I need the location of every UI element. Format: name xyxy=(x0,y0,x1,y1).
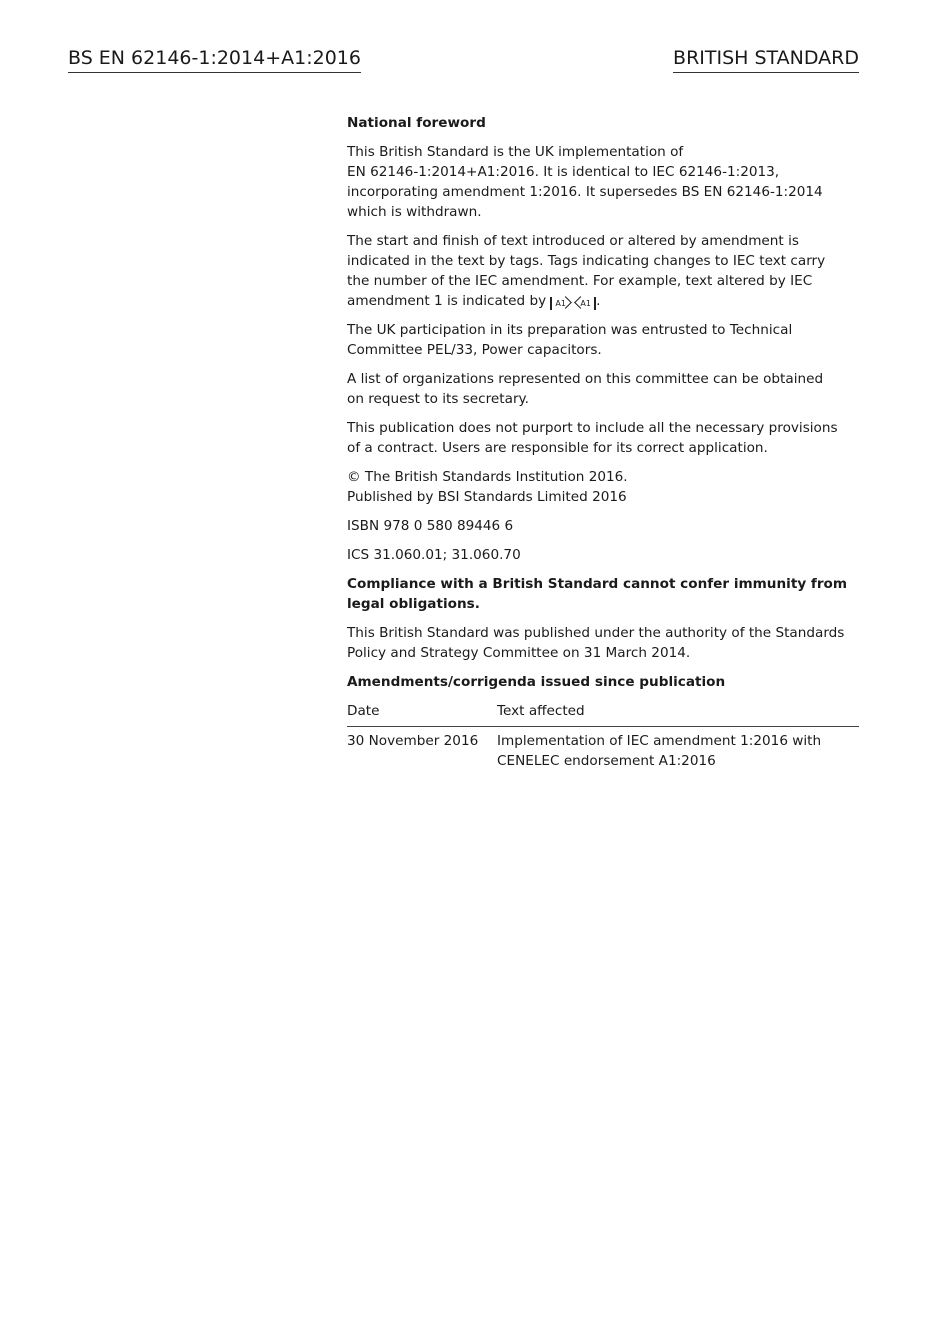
text-line: amendment 1 is indicated by xyxy=(347,293,547,309)
text-line: on request to its secretary. xyxy=(347,391,529,407)
text-line: A list of organizations represented on this committee can be obtained xyxy=(347,371,824,387)
text-line: Implementation of IEC amendment 1:2016 with xyxy=(497,733,822,749)
text-line: incorporating amendment 1:2016. It supersedes BS EN 62146-1:2014 xyxy=(347,184,823,200)
text-line: The start and finish of text introduced or altered by amendment is xyxy=(347,233,799,249)
text-line: This British Standard is the UK implementation of xyxy=(347,144,684,160)
header-document-number: BS EN 62146-1:2014+A1:2016 xyxy=(68,46,361,73)
text-line: indicated in the text by tags. Tags indicating changes to IEC text carry xyxy=(347,253,826,269)
publication-authority xyxy=(347,623,859,663)
text-line: Policy and Strategy Committee on 31 March 2014. xyxy=(347,645,691,661)
text-line: This British Standard was published under the authority of the Standards xyxy=(347,625,845,641)
text-line: Committee PEL/33, Power capacitors. xyxy=(347,342,602,358)
ics-codes: ICS 31.060.01; 31.060.70 xyxy=(347,547,521,563)
text-line: This publication does not purport to include all the necessary provisions xyxy=(347,420,838,436)
header-standard-type: BRITISH STANDARD xyxy=(673,46,859,73)
text-line: © The British Standards Institution 2016. xyxy=(347,469,628,485)
amendment-text-affected xyxy=(497,727,859,778)
copyright-notice xyxy=(347,467,859,507)
text-line: legal obligations. xyxy=(347,596,480,612)
amendment-open-tag-icon: A1 xyxy=(550,297,569,310)
text-line: which is withdrawn. xyxy=(347,204,482,220)
amendment-date: 30 November 2016 xyxy=(347,733,479,749)
text-line: CENELEC endorsement A1:2016 xyxy=(497,753,716,769)
table-row xyxy=(347,727,859,778)
compliance-statement xyxy=(347,574,859,614)
column-header-date: Date xyxy=(347,701,497,727)
foreword-organizations-paragraph xyxy=(347,369,859,409)
text-line: Published by BSI Standards Limited 2016 xyxy=(347,489,627,505)
amendments-title: Amendments/corrigenda issued since publication xyxy=(347,674,726,690)
text-line: The UK participation in its preparation was entrusted to Technical xyxy=(347,322,793,338)
text-line: EN 62146-1:2014+A1:2016. It is identical to IEC 62146-1:2013, xyxy=(347,164,780,180)
national-foreword xyxy=(347,113,859,777)
foreword-implementation-paragraph xyxy=(347,142,859,222)
amendment-close-tag-icon: A1 xyxy=(577,297,596,310)
text-line: . xyxy=(596,293,601,309)
foreword-tags-paragraph xyxy=(347,231,859,311)
column-header-text-affected: Text affected xyxy=(497,701,859,727)
foreword-title: National foreword xyxy=(347,115,486,131)
isbn: ISBN 978 0 580 89446 6 xyxy=(347,518,514,534)
amendments-table xyxy=(347,701,859,777)
foreword-provisions-paragraph xyxy=(347,418,859,458)
text-line: of a contract. Users are responsible for its correct application. xyxy=(347,440,768,456)
text-line: the number of the IEC amendment. For example, text altered by IEC xyxy=(347,273,813,289)
table-header-row xyxy=(347,701,859,727)
text-line: Compliance with a British Standard cannot confer immunity from xyxy=(347,576,848,592)
foreword-committee-paragraph xyxy=(347,320,859,360)
